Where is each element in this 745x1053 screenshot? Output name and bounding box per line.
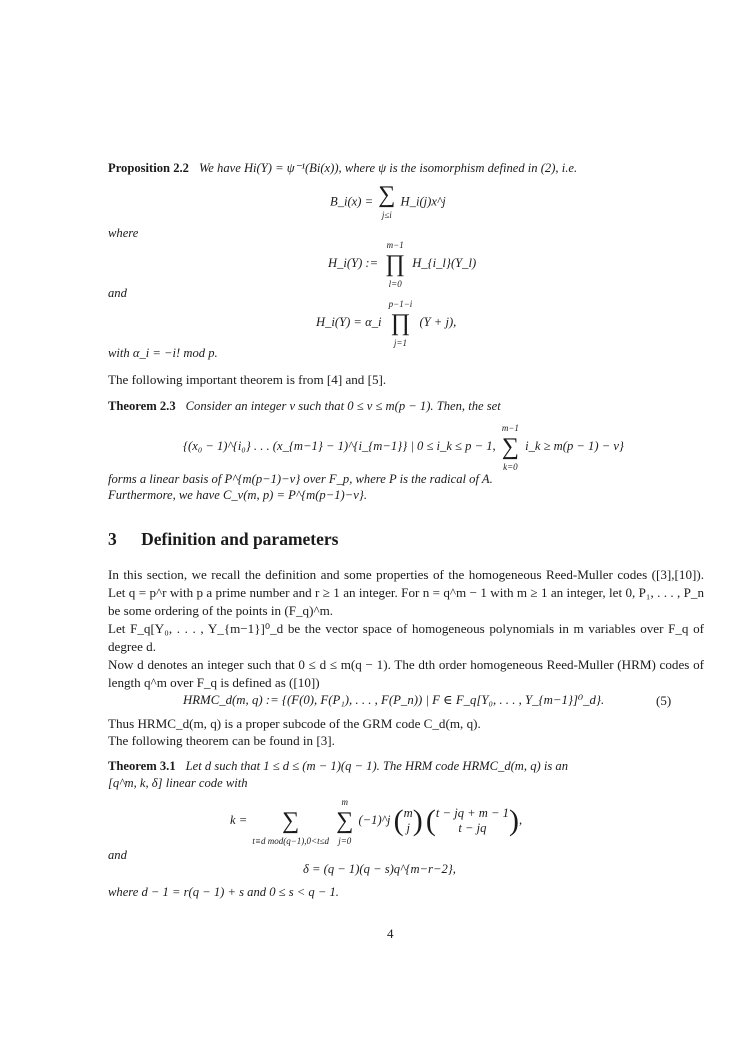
- k-term: (−1)^j: [358, 812, 391, 827]
- eq2-rhs: H_{i_l}(Y_l): [412, 255, 477, 270]
- eq2-lhs: H_i(Y) :=: [328, 255, 379, 270]
- sum-symbol: ∑: [501, 434, 519, 460]
- theorem-2-3: [108, 398, 501, 414]
- set-right: i_k ≥ m(p − 1) − ν}: [525, 438, 624, 453]
- theorem-2-3-text: Consider an integer ν such that 0 ≤ ν ≤ m(p − 1). Then, the set: [185, 399, 501, 413]
- sum-symbol: ∑: [282, 808, 300, 834]
- where-label: where: [108, 226, 139, 240]
- paragraph-following: The following theorem can be found in [3].: [108, 733, 335, 748]
- binom2-bot: t − jq: [458, 821, 487, 835]
- eq3-top: p−1−i: [388, 299, 413, 309]
- theorem-3-1: [108, 758, 568, 774]
- set-bot: k=0: [503, 462, 518, 472]
- theorem-2-3-label: Theorem 2.3: [108, 399, 176, 413]
- product-symbol: ∏: [385, 251, 406, 277]
- binom1-bot: j: [406, 821, 410, 835]
- eq1-sum-sub: j≤i: [381, 210, 392, 220]
- basis-set: [183, 420, 624, 474]
- equation-5: HRMC_d(m, q) := {(F(0), F(P₁), . . . , F(P_n)) | F ∈ F_q[Y₀, . . . , Y_{m−1}]⁰_d}.: [183, 693, 605, 707]
- sum1-bot: t≡d mod(q−1),0<t≤d: [252, 836, 330, 846]
- theorem-2-3-line2: Furthermore, we have C_ν(m, p) = P^{m(p−1)−ν}.: [108, 488, 367, 502]
- section-number: 3: [108, 529, 117, 549]
- sum-symbol: ∑: [378, 182, 396, 208]
- paren-open: (: [425, 804, 436, 837]
- page-number: 4: [387, 926, 394, 941]
- proposition-2-2: [108, 160, 577, 176]
- equation-5-number: (5): [656, 693, 672, 708]
- equation-k: k = ∑ t≡d mod(q−1),0<t≤d m ∑ j=0 (−1)^j (m j) (t − jq + m − 1 t − jq ),: [230, 797, 523, 846]
- set-left: {(x₀ − 1)^{i₀} . . . (x_{m−1} − 1)^{i_{m−1}} | 0 ≤ i_k ≤ p − 1,: [183, 438, 496, 453]
- set-top: m−1: [501, 423, 519, 433]
- paren-close: ): [412, 804, 423, 837]
- with-alpha: with α_i = −i! mod p.: [108, 346, 218, 360]
- paragraph-intro: In this section, we recall the definition and some properties of the homogeneous Reed-Muller codes ([3],[10]). Let q = p^r with p a prime number and r ≥ 1 an integer. For n = q^m − 1 with m ≥ 1 an integer, let 0, P₁, . . . , P_n be some ordering of the points in (F_q)^m.: [108, 567, 704, 618]
- paren-close: ): [508, 804, 519, 837]
- equation-b: [330, 183, 446, 222]
- sum2-top: m: [341, 797, 349, 807]
- equation-delta: δ = (q − 1)(q − s)q^{m−r−2},: [303, 862, 456, 876]
- theorem-3-1-where: where d − 1 = r(q − 1) + s and 0 ≤ s < q − 1.: [108, 885, 339, 899]
- theorem-3-1-and: and: [108, 848, 127, 862]
- and-label: and: [108, 286, 127, 300]
- proposition-text: We have Hi(Y) = ψ⁻¹(Bi(x)), where ψ is the isomorphism defined in (2), i.e.: [198, 161, 578, 175]
- eq3-rhs: (Y + j),: [419, 314, 457, 329]
- sum2-bot: j=0: [338, 836, 352, 846]
- sum-symbol: ∑: [336, 808, 354, 834]
- equation-h-product: [328, 237, 476, 291]
- theorem-3-1-label: Theorem 3.1: [108, 759, 176, 773]
- eq1-lhs: B_i(x) =: [330, 194, 374, 209]
- theorem-2-3-line1: forms a linear basis of P^{m(p−1)−ν} over F_p, where P is the radical of A.: [108, 472, 493, 486]
- binom2-top: t − jq + m − 1: [435, 806, 509, 820]
- section-heading: [108, 529, 338, 550]
- eq2-top: m−1: [386, 240, 404, 250]
- section-title: Definition and parameters: [141, 529, 339, 549]
- equation-h-alpha: [316, 296, 456, 350]
- proposition-label: Proposition 2.2: [108, 161, 189, 175]
- paragraph-polynomials: Let F_q[Y₀, . . . , Y_{m−1}]⁰_d be the vector space of homogeneous polynomials in m variables over F_q of degree d.: [108, 621, 704, 654]
- eq1-rhs: H_i(j)x^j: [400, 194, 446, 209]
- paragraph-subcode: Thus HRMC_d(m, q) is a proper subcode of the GRM code C_d(m, q).: [108, 716, 481, 731]
- paragraph-hrm: Now d denotes an integer such that 0 ≤ d ≤ m(q − 1). The dth order homogeneous Reed-Muller (HRM) codes of length q^m over F_q is defined as ([10]): [108, 657, 704, 690]
- following-theorem-text: The following important theorem is from [4] and [5].: [108, 372, 387, 387]
- theorem-3-1-text: Let d such that 1 ≤ d ≤ (m − 1)(q − 1). The HRM code HRMC_d(m, q) is an: [185, 759, 568, 773]
- paren-open: (: [393, 804, 404, 837]
- eq3-bot: j=1: [393, 338, 407, 348]
- eq2-bot: l=0: [388, 279, 402, 289]
- k-lhs: k =: [230, 812, 248, 827]
- product-symbol: ∏: [390, 310, 411, 336]
- theorem-3-1-text2: [q^m, k, δ] linear code with: [108, 776, 248, 790]
- eq3-lhs: H_i(Y) = α_i: [316, 314, 382, 329]
- binom1-top: m: [403, 806, 413, 820]
